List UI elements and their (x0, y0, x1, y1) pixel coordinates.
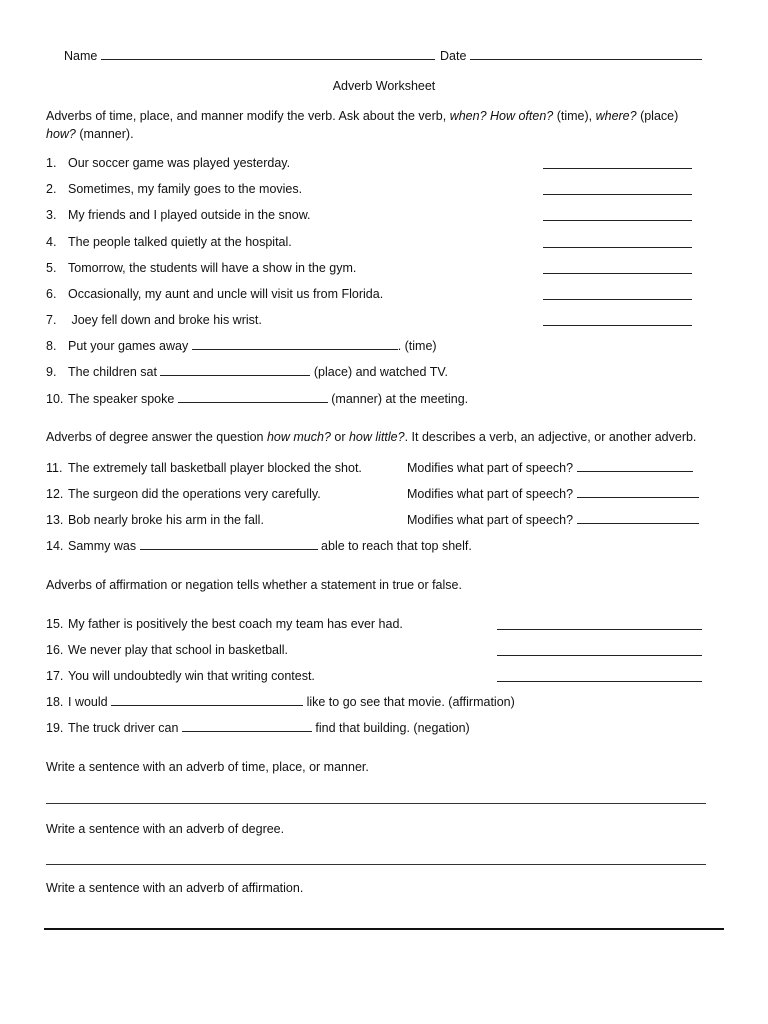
writing-prompt-degree: Write a sentence with an adverb of degree. (46, 822, 285, 836)
question-text: like to go see that movie. (affirmation) (303, 695, 515, 709)
intro-text: (place) (636, 109, 679, 123)
question-item (46, 720, 470, 736)
question-text: My friends and I played outside in the snow. (68, 208, 311, 222)
question-text: We never play that school in basketball. (68, 643, 289, 657)
question-item (46, 486, 321, 502)
name-label: Name (64, 49, 98, 63)
question-text: The speaker spoke (68, 392, 175, 406)
intro-text: Adverbs of degree answer the question (46, 430, 267, 444)
question-item (46, 234, 292, 250)
answer-line[interactable] (543, 194, 692, 195)
question-item (46, 155, 290, 171)
inline-answer-blank[interactable] (577, 460, 693, 472)
intro-text: (manner). (75, 127, 134, 141)
modifies-prompt (407, 460, 693, 476)
question-item (46, 207, 311, 223)
inline-answer-blank[interactable] (111, 694, 303, 706)
question-number: 12. (46, 487, 64, 501)
question-text: Bob nearly broke his arm in the fall. (68, 513, 264, 527)
answer-line[interactable] (497, 681, 702, 682)
question-number: 5. (46, 261, 57, 275)
question-item (46, 538, 472, 554)
question-text: . (time) (397, 339, 437, 353)
modifies-prompt (407, 486, 699, 502)
question-text: My father is positively the best coach my team has ever had. (68, 617, 403, 631)
writing-answer-line[interactable] (44, 928, 724, 930)
question-number: 19. (46, 721, 64, 735)
question-text: The people talked quietly at the hospital. (68, 235, 292, 249)
question-number: 2. (46, 182, 57, 196)
answer-line[interactable] (543, 168, 692, 169)
question-item (46, 694, 515, 710)
question-text: You will undoubtedly win that writing contest. (68, 669, 315, 683)
question-text: The children sat (68, 365, 157, 379)
intro-question-manner: how? (46, 127, 76, 141)
intro-question: how little? (348, 430, 405, 444)
question-text: Our soccer game was played yesterday. (68, 156, 291, 170)
question-item (46, 391, 468, 407)
modifies-label: Modifies what part of speech? (407, 487, 574, 501)
question-number: 10. (46, 392, 64, 406)
question-text: Put your games away (68, 339, 189, 353)
question-number: 11. (46, 461, 63, 475)
modifies-prompt (407, 512, 699, 528)
date-field[interactable] (470, 48, 702, 60)
question-number: 7. (46, 313, 57, 327)
name-field[interactable] (101, 48, 435, 60)
answer-line[interactable] (497, 629, 702, 630)
question-text: (place) and watched TV. (310, 365, 449, 379)
inline-answer-blank[interactable] (192, 338, 398, 350)
section3-intro: Adverbs of affirmation or negation tells whether a statement in true or false. (46, 578, 462, 592)
inline-answer-blank[interactable] (577, 486, 699, 498)
answer-line[interactable] (543, 299, 692, 300)
question-text: Joey fell down and broke his wrist. (68, 313, 262, 327)
intro-text: or (330, 430, 349, 444)
question-text: able to reach that top shelf. (317, 539, 472, 553)
answer-line[interactable] (543, 247, 692, 248)
question-item (46, 512, 264, 528)
intro-question-place: where? (595, 109, 637, 123)
date-label: Date (440, 49, 467, 63)
question-item (46, 460, 362, 476)
answer-line[interactable] (497, 655, 702, 656)
answer-line[interactable] (543, 273, 692, 274)
intro-text: . It describes a verb, an adjective, or another adverb. (404, 430, 697, 444)
question-number: 18. (46, 695, 64, 709)
section1-intro-line2 (46, 126, 134, 142)
question-number: 9. (46, 365, 57, 379)
name-row (64, 48, 435, 64)
question-number: 14. (46, 539, 64, 553)
question-text: Tomorrow, the students will have a show in the gym. (68, 261, 357, 275)
intro-question-time: when? How often? (449, 109, 554, 123)
inline-answer-blank[interactable] (182, 720, 312, 732)
intro-text: Adverbs of time, place, and manner modify the verb. Ask about the verb, (46, 109, 450, 123)
question-item (46, 668, 315, 684)
intro-question: how much? (266, 430, 331, 444)
question-number: 3. (46, 208, 57, 222)
question-text: Sometimes, my family goes to the movies. (68, 182, 303, 196)
question-text: The extremely tall basketball player blocked the shot. (68, 461, 362, 475)
question-number: 8. (46, 339, 57, 353)
inline-answer-blank[interactable] (140, 538, 318, 550)
question-text: I would (68, 695, 108, 709)
question-item (46, 312, 262, 328)
answer-line[interactable] (543, 325, 692, 326)
writing-prompt-affirmation: Write a sentence with an adverb of affirmation. (46, 881, 304, 895)
writing-answer-line[interactable] (46, 864, 706, 865)
question-text: The truck driver can (68, 721, 179, 735)
question-text: (manner) at the meeting. (327, 392, 469, 406)
question-number: 15. (46, 617, 64, 631)
question-item (46, 616, 403, 632)
question-item (46, 181, 302, 197)
question-text: find that building. (negation) (311, 721, 470, 735)
answer-line[interactable] (543, 220, 692, 221)
question-number: 6. (46, 287, 57, 301)
writing-answer-line[interactable] (46, 803, 706, 804)
question-number: 1. (46, 156, 57, 170)
question-number: 16. (46, 643, 64, 657)
question-text: Sammy was (68, 539, 137, 553)
inline-answer-blank[interactable] (160, 364, 310, 376)
question-text: The surgeon did the operations very carefully. (68, 487, 321, 501)
question-number: 17. (46, 669, 64, 683)
question-item (46, 260, 356, 276)
inline-answer-blank[interactable] (178, 391, 328, 403)
intro-text: (time), (553, 109, 596, 123)
inline-answer-blank[interactable] (577, 512, 699, 524)
section1-intro-line1 (46, 108, 678, 124)
writing-prompt-time-place-manner: Write a sentence with an adverb of time, place, or manner. (46, 760, 369, 774)
question-item (46, 642, 288, 658)
section2-intro (46, 429, 696, 445)
question-number: 13. (46, 513, 64, 527)
date-row (440, 48, 702, 64)
question-item (46, 286, 383, 302)
modifies-label: Modifies what part of speech? (407, 513, 574, 527)
page-title: Adverb Worksheet (332, 79, 436, 93)
modifies-label: Modifies what part of speech? (407, 461, 574, 475)
question-text: Occasionally, my aunt and uncle will visit us from Florida. (68, 287, 384, 301)
question-number: 4. (46, 235, 57, 249)
question-item (46, 338, 437, 354)
question-item (46, 364, 448, 380)
